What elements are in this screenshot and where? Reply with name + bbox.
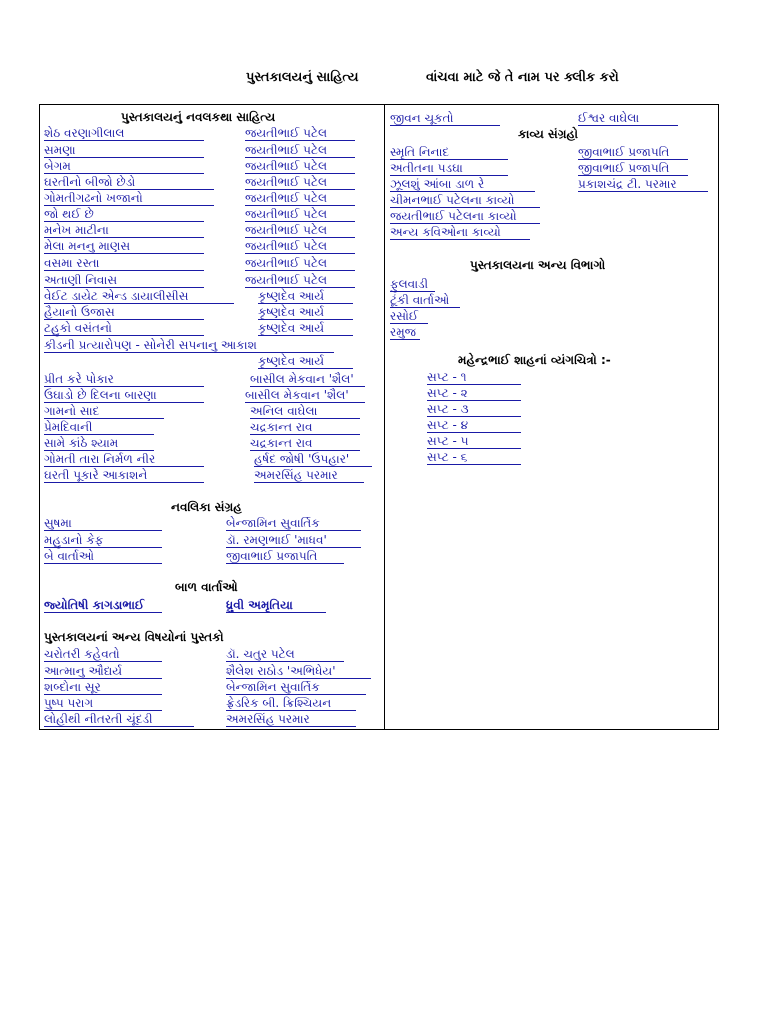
- novel-author-link[interactable]: જયતીભાઈ પટેલ: [245, 223, 355, 238]
- story-author-link[interactable]: જીવાભાઈ પ્રજાપતિ: [226, 549, 344, 564]
- novels-heading: પુસ્તકાલયનું નવલકથા સાહિત્ય: [121, 110, 276, 124]
- section-link-humor[interactable]: રમુજ: [390, 325, 420, 340]
- novel-author-link[interactable]: કૃષ્ણદેવ આર્ય: [258, 354, 353, 369]
- novel-author-link[interactable]: જયતીભાઈ પટેલ: [245, 175, 355, 190]
- cartoon-link[interactable]: સપ્ટ - ૨: [427, 386, 521, 401]
- book-author-link[interactable]: ઈશ્વર વાઘેલા: [578, 111, 678, 126]
- stories-heading: નવલિકા સંગ્રહ: [171, 500, 242, 514]
- other-heading: પુસ્તકાલયનાં અન્ય વિષયોનાં પુસ્તકો: [44, 630, 224, 644]
- novel-author-link[interactable]: કૃષ્ણદેવ આર્ય: [258, 321, 353, 336]
- page-title: પુસ્તકાલયનું સાહિત્ય: [246, 70, 359, 85]
- poetry-title-link[interactable]: અતીતના પડઘા: [390, 161, 508, 176]
- other-title-link[interactable]: ચરોતરી કહેવતો: [44, 647, 162, 662]
- novel-title-link[interactable]: ગોમતી તારા નિર્મળ નીર: [44, 452, 204, 467]
- novel-title-link[interactable]: પ્રેમદિવાની: [44, 420, 154, 435]
- novel-title-link[interactable]: ગોમતીગઢનો ખજાનો: [44, 191, 214, 206]
- novel-title-link[interactable]: ઉઘાડો છે દિલના બારણા: [44, 388, 204, 403]
- novel-author-link[interactable]: હર્ષદ જોષી 'ઉપહાર': [254, 452, 372, 467]
- poetry-heading: કાવ્ય સંગ્રહો: [518, 127, 579, 141]
- section-link-fulwadi[interactable]: ફુલવાડી: [390, 277, 435, 292]
- other-title-link[interactable]: લોહીથી નીતરતી ચૂંદડી: [44, 712, 194, 727]
- cartoon-link[interactable]: સપ્ટ - ૩: [427, 402, 521, 417]
- story-title-link[interactable]: મહુડાનો કેફ: [44, 533, 162, 548]
- novel-author-link[interactable]: જયતીભાઈ પટેલ: [245, 143, 355, 158]
- other-author-link[interactable]: ડૉ. ચતુર પટેલ: [226, 647, 344, 662]
- novel-title-link[interactable]: સામે કાંઠે શ્યામ: [44, 436, 154, 451]
- novel-title-link[interactable]: ગામનો સાદ: [44, 404, 164, 419]
- page-instruction: વાંચવા માટે જે તે નામ પર ક્લીક કરો: [426, 70, 619, 85]
- cartoon-link[interactable]: સપ્ટ - ૪: [427, 418, 521, 433]
- cartoons-heading: મહેન્દ્રભાઈ શાહનાં વ્યંગચિત્રો :-: [458, 353, 611, 367]
- novel-author-link[interactable]: જયતીભાઈ પટેલ: [245, 126, 355, 141]
- kids-heading: બાળ વાર્તાઓ: [175, 580, 238, 594]
- other-title-link[interactable]: આત્માનુ ઔદ્યર્ય: [44, 664, 162, 679]
- novel-title-link[interactable]: કીડની પ્રત્યારોપણ - સોનેરી સપનાનુ આકાશ: [44, 338, 334, 353]
- poetry-title-link[interactable]: ઝૂલશું આંબા ડાળ રે: [390, 177, 535, 192]
- novel-author-link[interactable]: ચદ્રકાન્ત રાવ: [250, 420, 360, 435]
- cartoon-link[interactable]: સપ્ટ - ૫: [427, 434, 521, 449]
- other-author-link[interactable]: બેન્જામિન સુવાર્તિક: [226, 680, 366, 695]
- poems-link[interactable]: અન્ય કવિઓના કાવ્યો: [390, 225, 530, 240]
- novel-author-link[interactable]: જયતીભાઈ પટેલ: [245, 256, 355, 271]
- novel-title-link[interactable]: મનેખ માટીના: [44, 223, 204, 238]
- novel-title-link[interactable]: સમણા: [44, 143, 204, 158]
- story-author-link[interactable]: બેન્જામિન સુવાર્તિક: [226, 516, 361, 531]
- novel-author-link[interactable]: બાસીલ મેકવાન 'શૈલ': [250, 372, 365, 387]
- novel-author-link[interactable]: કૃષ્ણદેવ આર્ય: [258, 305, 353, 320]
- novel-author-link[interactable]: અનિલ વાઘેલા: [250, 404, 360, 419]
- novel-author-link[interactable]: જયતીભાઈ પટેલ: [245, 207, 355, 222]
- novel-author-link[interactable]: જયતીભાઈ પટેલ: [245, 191, 355, 206]
- other-title-link[interactable]: પુષ્પ પરાગ: [44, 696, 162, 711]
- novel-title-link[interactable]: પ્રીત કરે પોકાર: [44, 372, 204, 387]
- novel-author-link[interactable]: જયતીભાઈ પટેલ: [245, 273, 355, 288]
- story-author-link[interactable]: ડૉ. રમણભાઈ 'માધવ': [226, 533, 361, 548]
- novel-title-link[interactable]: હૈયાનો ઉજાસ: [44, 305, 204, 320]
- poetry-title-link[interactable]: સ્મૃતિ નિનાદ: [390, 145, 508, 160]
- novel-title-link[interactable]: મેલા મનનુ માણસ: [44, 239, 204, 254]
- novel-title-link[interactable]: શેઠ વરણાગીલાલ: [44, 126, 204, 141]
- cartoon-link[interactable]: સપ્ટ - ૬: [427, 450, 521, 465]
- poems-link[interactable]: ચીમનભાઈ પટેલના કાવ્યો: [390, 193, 540, 208]
- story-title-link[interactable]: સુષમા: [44, 516, 162, 531]
- novel-title-link[interactable]: ઘરતી પૂકારે આકાશને: [44, 468, 204, 483]
- novel-title-link[interactable]: ટહુકો વસંતનો: [44, 321, 204, 336]
- kids-title-link[interactable]: જ્યોતિષી કાગડાભાઈ: [44, 598, 162, 613]
- novel-author-link[interactable]: જયતીભાઈ પટેલ: [245, 239, 355, 254]
- novel-title-link[interactable]: જો થઈ છે: [44, 207, 204, 222]
- cartoon-link[interactable]: સપ્ટ - ૧: [427, 370, 521, 385]
- poems-link[interactable]: જયતીભાઈ પટેલના કાવ્યો: [390, 209, 540, 224]
- novel-author-link[interactable]: કૃષ્ણદેવ આર્ય: [258, 289, 353, 304]
- other-title-link[interactable]: શબ્દોના સૂર: [44, 680, 162, 695]
- novel-title-link[interactable]: વેઈટ ડાયેટ એન્ડ ડાયાલીસીસ: [44, 289, 234, 304]
- story-title-link[interactable]: બે વાર્તાઓ: [44, 549, 162, 564]
- novel-author-link[interactable]: બાસીલ મેકવાન 'શૈલ': [245, 388, 365, 403]
- section-link-stories[interactable]: ટૂંકી વાર્તાઓ: [390, 293, 460, 308]
- kids-author-link[interactable]: ધ્રુવી અમૃતિયા: [226, 598, 326, 613]
- poetry-author-link[interactable]: જીવાભાઈ પ્રજાપતિ: [578, 145, 688, 160]
- book-title-link[interactable]: જીવન ચૂકતો: [390, 111, 500, 126]
- poetry-author-link[interactable]: પ્રકાશચંદ્ર ટી. પરમાર: [578, 177, 708, 192]
- novel-author-link[interactable]: ચદ્રકાન્ત રાવ: [250, 436, 360, 451]
- novel-author-link[interactable]: જયતીભાઈ પટેલ: [245, 159, 355, 174]
- novel-title-link[interactable]: અતાણી નિવાસ: [44, 273, 204, 288]
- novel-title-link[interactable]: ઘરતીનો બીજો છેડો: [44, 175, 214, 190]
- other-author-link[interactable]: શૈલેશ રાઠોડ 'અભિધેય': [226, 664, 371, 679]
- other-author-link[interactable]: ફ્રેડરિક બી. ક્રિશ્ચિયન: [226, 696, 356, 711]
- section-link-recipes[interactable]: રસોઈ: [390, 309, 428, 324]
- novel-title-link[interactable]: બેગમ: [44, 159, 204, 174]
- novel-author-link[interactable]: અમરસિંહ પરમાર: [254, 468, 364, 483]
- sections-heading: પુસ્તકાલયના અન્ય વિભાગો: [470, 258, 606, 272]
- poetry-author-link[interactable]: જીવાભાઈ પ્રજાપતિ: [578, 161, 688, 176]
- other-author-link[interactable]: અમરસિંહ પરમાર: [226, 712, 356, 727]
- novel-title-link[interactable]: વસમા રસ્તા: [44, 256, 204, 271]
